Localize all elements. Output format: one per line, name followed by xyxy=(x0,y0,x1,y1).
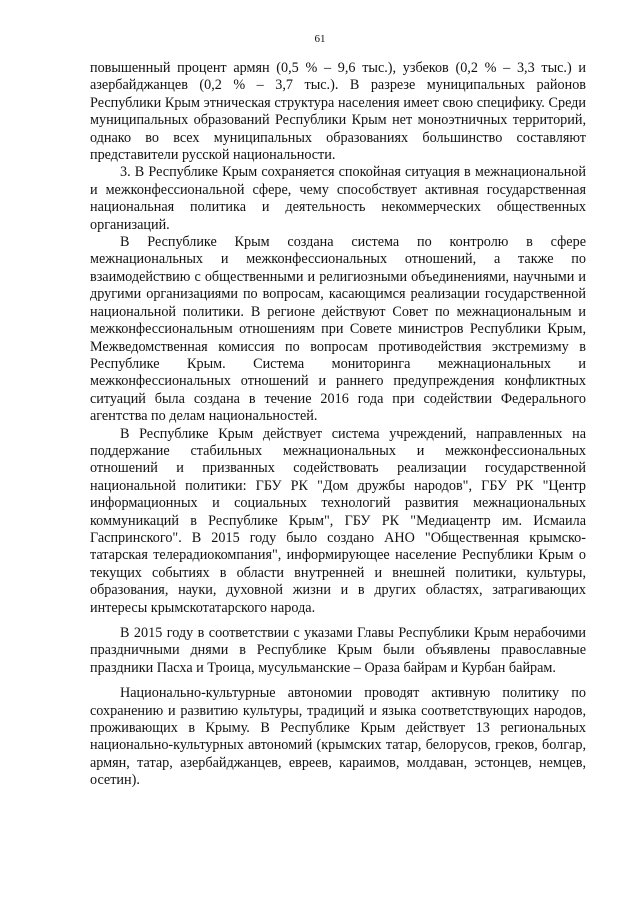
paragraph-institutions: В Республике Крым действует система учреждений, направленных на поддержание стабильных межнациональных и межконфессиональных отношений и призванных содействовать реализации государственной национальной политики: ГБУ РК "Дом дружбы народов", ГБУ РК "Центр информационных и социальных технологий развития межнациональных коммуникаций в Республике Крым", ГБУ РК "Медиацентр им. Исмаила Гаспринского". В 2015 году было создано АНО "Общественная крымско-татарская телерадиокомпания", информирующее население Республики Крым о текущих событиях в области внутренней и внешней политики, культуры, образования, науки, духовной жизни и в других областях, затрагивающих интересы крымскотатарского народа. xyxy=(90,425,586,616)
paragraph-cultural-autonomies: Национально-культурные автономии проводят активную политику по сохранению и развитию культуры, традиций и языка соответствующих народов, проживающих в Крыму. В Республике Крым действует 13 региональных национально-культурных автономий (крымских татар, белорусов, греков, болгар, армян, татар, азербайджанцев, евреев, караимов, молдаван, эстонцев, немцев, осетин). xyxy=(90,685,586,789)
document-body xyxy=(90,60,586,790)
paragraph-calm-situation: 3. В Республике Крым сохраняется спокойная ситуация в межнациональной и межконфессиональной сфере, чему способствует активная государственная национальная политика и деятельность некоммерческих общественных организаций. xyxy=(90,164,586,233)
paragraph-ethnic-structure: повышенный процент армян (0,5 % – 9,6 тыс.), узбеков (0,2 % – 3,3 тыс.) и азербайджанцев (0,2 % – 3,7 тыс.). В разрезе муниципальных районов Республики Крым этническая структура населения имеет свою специфику. Среди муниципальных образований Республики Крым нет моноэтничных территорий, однако во всех муниципальных образованиях большинство составляют представители русской национальности. xyxy=(90,60,586,164)
paragraph-control-system: В Республике Крым создана система по контролю в сфере межнациональных и межконфессиональных отношений, а также по взаимодействию с общественными и религиозными объединениями, научными и другими организациями по вопросам, касающимся реализации государственной национальной политики. В регионе действуют Совет по межнациональным и межконфессиональным отношениям при Совете министров Республики Крым, Межведомственная комиссия по вопросам противодействия экстремизму в Республике Крым. Система мониторинга межнациональных и межконфессиональных отношений и раннего предупреждения конфликтных ситуаций была создана в течение 2016 года при содействии Федерального агентства по делам национальностей. xyxy=(90,234,586,425)
paragraph-holidays: В 2015 году в соответствии с указами Главы Республики Крым нерабочими праздничными днями в Республике Крым были объявлены православные праздники Пасха и Троица, мусульманские – Ораза байрам и Курбан байрам. xyxy=(90,625,586,676)
page-number: 61 xyxy=(314,33,326,45)
